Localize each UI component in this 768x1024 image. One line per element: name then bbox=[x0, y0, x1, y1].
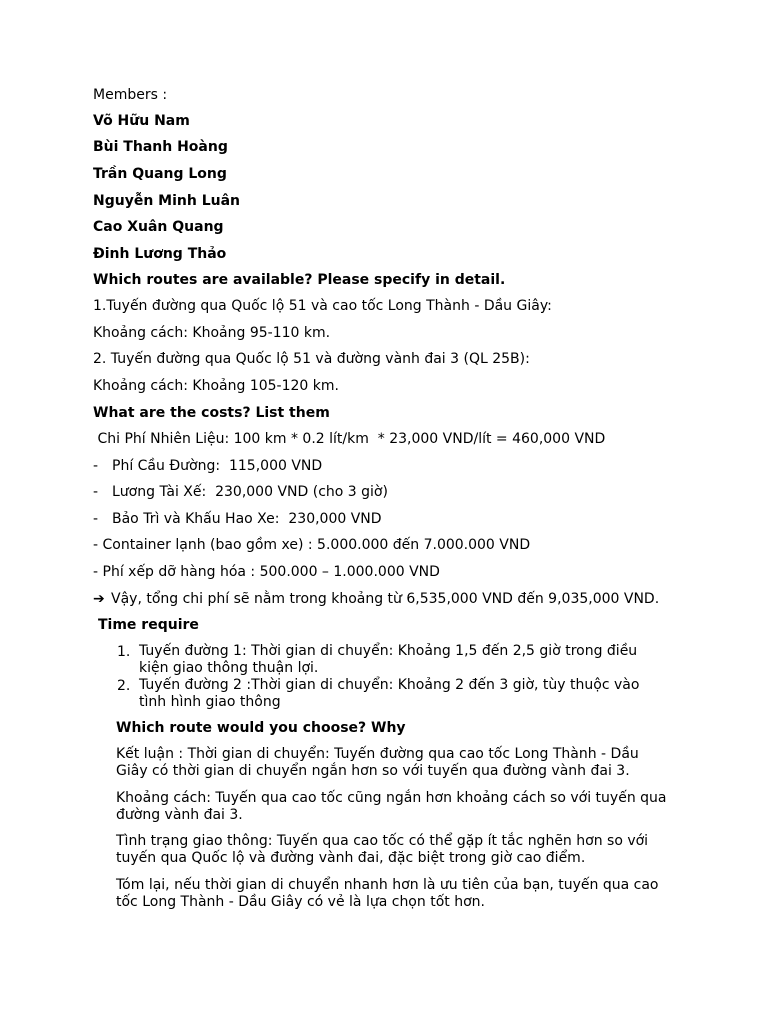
choice-paragraph: Tình trạng giao thông: Tuyến qua cao tốc có thể gặp ít tắc nghẽn hơn so với tuyến qua Quốc lộ và đường vành đai, đặc biệt trong giờ cao điểm. bbox=[116, 833, 649, 866]
time-item-text: Tuyến đường 1: Thời gian di chuyển: Khoảng 1,5 đến 2,5 giờ trong điều kiện giao thông thuận lợi. bbox=[139, 643, 638, 676]
members-heading: Members : bbox=[93, 87, 168, 103]
member-name: Nguyễn Minh Luân bbox=[93, 193, 241, 209]
route-2-title: 2. Tuyến đường qua Quốc lộ 51 và đường vành đai 3 (QL 25B): bbox=[93, 351, 530, 367]
cost-bullet-text: Lương Tài Xế: 230,000 VND (cho 3 giờ) bbox=[112, 484, 388, 500]
choice-question: Which route would you choose? Why bbox=[116, 720, 406, 736]
routes-question: Which routes are available? Please specify in detail. bbox=[93, 272, 506, 288]
member-name: Cao Xuân Quang bbox=[93, 219, 224, 235]
cost-bullet-text: Phí Cầu Đường: 115,000 VND bbox=[112, 458, 323, 474]
choice-paragraph: Khoảng cách: Tuyến qua cao tốc cũng ngắn hơn khoảng cách so với tuyến qua đường vành đai 3. bbox=[116, 790, 667, 823]
member-name: Trần Quang Long bbox=[93, 166, 227, 182]
member-name: Bùi Thanh Hoàng bbox=[93, 139, 228, 155]
costs-question: What are the costs? List them bbox=[93, 405, 330, 421]
time-heading: Time require bbox=[98, 617, 199, 633]
member-name: Võ Hữu Nam bbox=[93, 113, 190, 129]
fuel-cost: Chi Phí Nhiên Liệu: 100 km * 0.2 lít/km * 23,000 VND/lít = 460,000 VND bbox=[93, 431, 606, 447]
container-cost: - Container lạnh (bao gồm xe) : 5.000.000 đến 7.000.000 VND bbox=[93, 537, 531, 553]
loading-cost: - Phí xếp dỡ hàng hóa : 500.000 – 1.000.000 VND bbox=[93, 564, 440, 580]
cost-bullet-dash: - bbox=[93, 484, 99, 500]
route-1-title: 1.Tuyến đường qua Quốc lộ 51 và cao tốc Long Thành - Dầu Giây: bbox=[93, 298, 552, 314]
cost-bullet-dash: - bbox=[93, 511, 99, 527]
total-cost: Vậy, tổng chi phí sẽ nằm trong khoảng từ 6,535,000 VND đến 9,035,000 VND. bbox=[111, 591, 660, 607]
cost-bullet-text: Bảo Trì và Khấu Hao Xe: 230,000 VND bbox=[112, 511, 382, 527]
choice-paragraph: Kết luận : Thời gian di chuyển: Tuyến đường qua cao tốc Long Thành - Dầu Giây có thời gian di chuyển ngắn hơn so với tuyến qua đường vành đai 3. bbox=[116, 746, 639, 779]
arrow-icon: ➔ bbox=[93, 591, 105, 607]
choice-paragraph: Tóm lại, nếu thời gian di chuyển nhanh hơn là ưu tiên của bạn, tuyến qua cao tốc Long Thành - Dầu Giây có vẻ là lựa chọn tốt hơn. bbox=[116, 877, 659, 910]
time-item-number: 2. bbox=[117, 678, 131, 694]
time-item-text: Tuyến đường 2 :Thời gian di chuyển: Khoảng 2 đến 3 giờ, tùy thuộc vào tình hình giao thông bbox=[139, 677, 640, 710]
cost-bullet-dash: - bbox=[93, 458, 99, 474]
time-item-number: 1. bbox=[117, 644, 131, 660]
member-name: Đinh Lương Thảo bbox=[93, 246, 227, 262]
route-1-distance: Khoảng cách: Khoảng 95-110 km. bbox=[93, 325, 331, 341]
route-2-distance: Khoảng cách: Khoảng 105-120 km. bbox=[93, 378, 339, 394]
